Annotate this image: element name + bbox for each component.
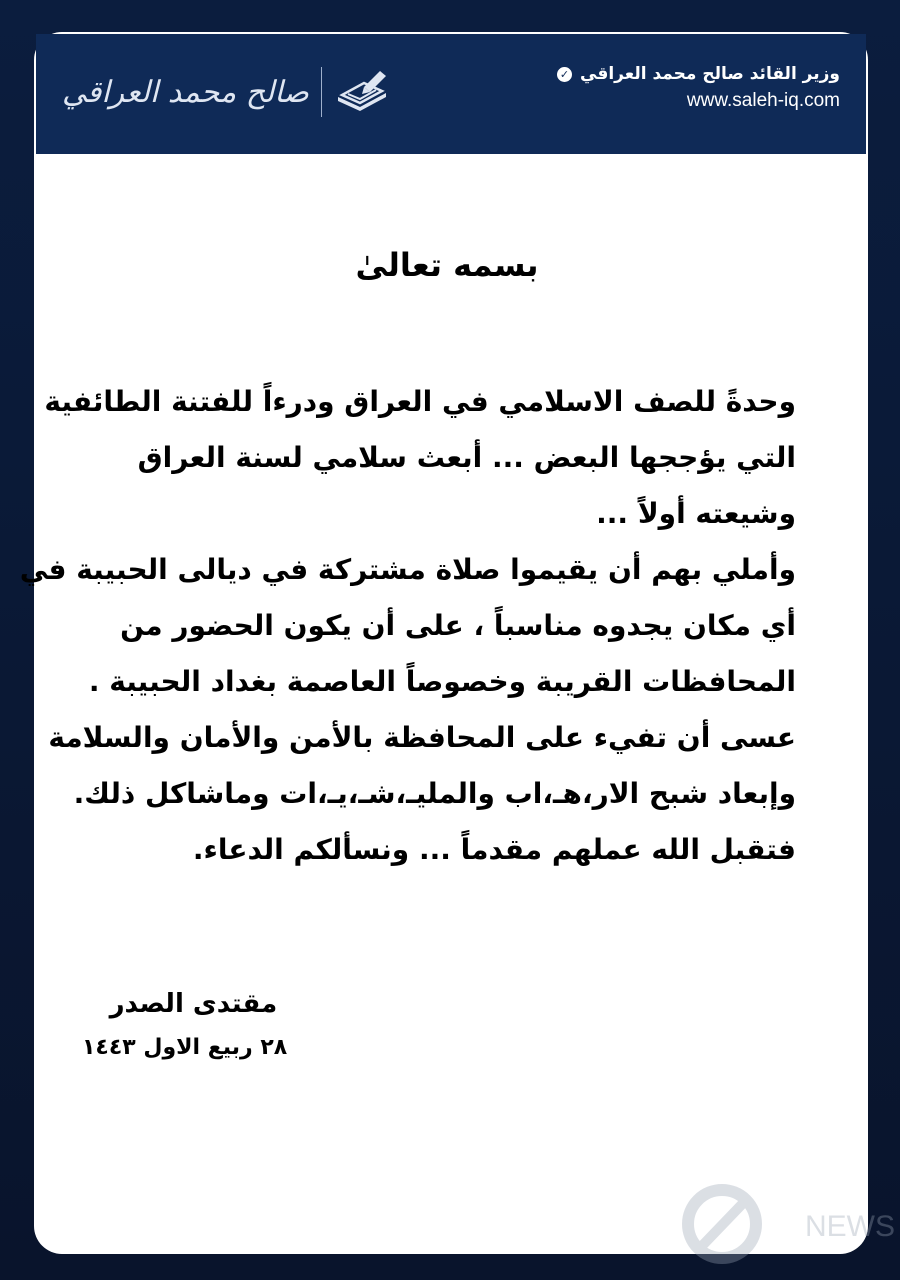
body-line: وشيعته أولاً ... <box>596 497 796 530</box>
body-line: أي مكان يجدوه مناسباً ، على أن يكون الحضور من <box>120 609 796 642</box>
body-line: وإبعاد شبح الار،هـ،اب والمليـ،شـ،يـ،ات وماشاكل ذلك. <box>73 777 796 810</box>
watermark-logo-icon <box>680 1178 900 1268</box>
statement-card <box>19 34 866 1252</box>
body-line: التي يؤججها البعض ... أبعث سلامي لسنة العراق <box>137 441 796 474</box>
salutation: بسمه تعالىٰ <box>355 246 539 284</box>
header-name-row <box>557 64 840 84</box>
body-line: المحافظات القريبة وخصوصاً العاصمة بغداد الحبيبة . <box>88 665 796 698</box>
signature-date: ٢٨ ربيع الاول ١٤٤٣ <box>82 1035 288 1060</box>
logo <box>62 60 390 124</box>
book-pen-icon <box>334 67 390 117</box>
logo-calligraphy: صالح محمد العراقي <box>62 74 309 110</box>
website-link[interactable]: www.saleh-iq.com <box>686 90 840 111</box>
verified-badge-icon: ✓ <box>557 67 572 82</box>
body-line: وأملي بهم أن يقيموا صلاة مشتركة في ديالى الحبيبة في <box>19 553 796 586</box>
body-line: عسى أن تفيء على المحافظة بالأمن والأمان والسلامة <box>48 721 796 754</box>
author-name: وزير القائد صالح محمد العراقي <box>580 64 840 84</box>
signature-name: مقتدى الصدر <box>109 989 278 1019</box>
logo-divider <box>321 67 322 117</box>
body-line: فتقبل الله عملهم مقدماً ... ونسألكم الدعاء. <box>192 833 796 866</box>
header-bar <box>36 34 866 154</box>
statement-body <box>19 374 796 878</box>
body-line: وحدةً للصف الاسلامي في العراق ودرءاً للفتنة الطائفية <box>44 385 796 418</box>
watermark-text: NEWS <box>805 1210 895 1243</box>
header-info <box>557 64 840 112</box>
signature-block <box>82 989 287 1060</box>
